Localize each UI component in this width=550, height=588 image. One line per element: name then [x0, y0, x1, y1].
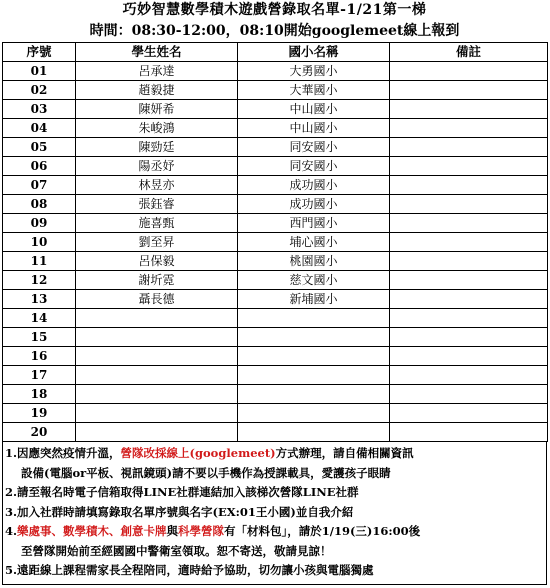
remarks-cell	[390, 233, 548, 252]
school-name	[238, 347, 390, 366]
school-name: 埔心國小	[238, 233, 390, 252]
table-row	[3, 347, 548, 366]
remarks-cell	[390, 62, 548, 81]
table-row	[3, 404, 548, 423]
remarks-cell	[390, 100, 548, 119]
row-number: 17	[3, 366, 76, 385]
row-number: 11	[3, 252, 76, 271]
header-number: 序號	[3, 43, 76, 62]
remarks-cell	[390, 138, 548, 157]
header-student-name: 學生姓名	[76, 43, 238, 62]
student-name: 謝圻霓	[76, 271, 238, 290]
school-name	[238, 309, 390, 328]
note-5: 5.遠距線上課程需家長全程陪同，適時給予協助，切勿讓小孩與電腦獨處	[5, 563, 374, 577]
school-name: 大勇國小	[238, 62, 390, 81]
table-row	[3, 119, 548, 138]
row-number: 16	[3, 347, 76, 366]
remarks-cell	[390, 347, 548, 366]
note-4	[5, 522, 546, 542]
table-row	[3, 271, 548, 290]
table-row	[3, 290, 548, 309]
row-number: 03	[3, 100, 76, 119]
remarks-cell	[390, 423, 548, 442]
row-number: 14	[3, 309, 76, 328]
school-name	[238, 366, 390, 385]
student-name	[76, 347, 238, 366]
school-name: 同安國小	[238, 138, 390, 157]
student-name: 劉至昇	[76, 233, 238, 252]
school-name: 桃園國小	[238, 252, 390, 271]
row-number: 19	[3, 404, 76, 423]
student-name: 朱峻鴻	[76, 119, 238, 138]
header-remarks: 備註	[390, 43, 548, 62]
student-name: 張鈺睿	[76, 195, 238, 214]
table-row	[3, 252, 548, 271]
school-name	[238, 423, 390, 442]
row-number: 07	[3, 176, 76, 195]
table-row	[3, 233, 548, 252]
student-name: 趙毅捷	[76, 81, 238, 100]
table-row	[3, 157, 548, 176]
student-name	[76, 309, 238, 328]
student-name	[76, 385, 238, 404]
remarks-cell	[390, 328, 548, 347]
page-title: 巧妙智慧數學積木遊戲營錄取名單-1/21第一梯	[122, 2, 427, 18]
note-1-highlight: 營隊改採線上(googlemeet)	[120, 446, 276, 460]
row-number: 02	[3, 81, 76, 100]
student-name: 聶長德	[76, 290, 238, 309]
note-3: 3.加入社群時請填寫錄取名單序號與名字(EX:01王小國)並自我介紹	[5, 504, 354, 519]
row-number: 09	[3, 214, 76, 233]
row-number: 12	[3, 271, 76, 290]
note-4-highlight-courses: 樂處事、數學積木、創意卡牌	[17, 524, 167, 538]
student-name	[76, 404, 238, 423]
school-name: 中山國小	[238, 119, 390, 138]
remarks-cell	[390, 404, 548, 423]
school-name: 成功國小	[238, 176, 390, 195]
student-name: 陳妍希	[76, 100, 238, 119]
table-row	[3, 423, 548, 442]
table-row	[3, 62, 548, 81]
student-name	[76, 366, 238, 385]
roster-table	[2, 42, 548, 442]
school-name: 大華國小	[238, 81, 390, 100]
table-row	[3, 100, 548, 119]
table-row	[3, 309, 548, 328]
school-name: 同安國小	[238, 157, 390, 176]
table-row	[3, 176, 548, 195]
row-number: 18	[3, 385, 76, 404]
note-1-text-a: 1.因應突然疫情升溫，	[5, 446, 121, 460]
student-name: 呂承達	[76, 62, 238, 81]
row-number: 05	[3, 138, 76, 157]
remarks-cell	[390, 290, 548, 309]
table-row	[3, 81, 548, 100]
note-4-prefix: 4.	[5, 524, 18, 538]
remarks-cell	[390, 176, 548, 195]
remarks-cell	[390, 81, 548, 100]
row-number: 20	[3, 423, 76, 442]
note-4-continuation: 至營隊開始前至經國國中警衛室領取。恕不寄送，敬請見諒！	[21, 543, 332, 558]
note-4-highlight-science: 科學營隊	[178, 524, 225, 538]
school-name: 慈文國小	[238, 271, 390, 290]
table-row	[3, 138, 548, 157]
remarks-cell	[390, 271, 548, 290]
student-name: 呂保毅	[76, 252, 238, 271]
table-row	[3, 214, 548, 233]
remarks-cell	[390, 252, 548, 271]
school-name	[238, 404, 390, 423]
note-4-text-b: 有「材料包」，請於1/19(三)16:00後	[224, 524, 421, 538]
note-1	[5, 444, 546, 464]
note-2: 2.請至報名時電子信箱取得LINE社群連結加入該梯次營隊LINE社群	[5, 485, 359, 499]
school-name	[238, 328, 390, 347]
roster-sheet	[2, 0, 547, 586]
student-name	[76, 423, 238, 442]
row-number: 08	[3, 195, 76, 214]
note-4-conjunction: 與	[166, 524, 179, 538]
remarks-cell	[390, 366, 548, 385]
student-name: 陳勁廷	[76, 138, 238, 157]
schedule-subtitle: 時間：08:30-12:00，08:10開始googlemeet線上報到	[89, 23, 460, 39]
remarks-cell	[390, 385, 548, 404]
header-school-name: 國小名稱	[238, 43, 390, 62]
school-name: 新埔國小	[238, 290, 390, 309]
table-row	[3, 195, 548, 214]
row-number: 13	[3, 290, 76, 309]
school-name	[238, 385, 390, 404]
student-name: 陽丞妤	[76, 157, 238, 176]
school-name: 中山國小	[238, 100, 390, 119]
student-name: 林昱亦	[76, 176, 238, 195]
table-row	[3, 366, 548, 385]
row-number: 01	[3, 62, 76, 81]
table-row	[3, 328, 548, 347]
remarks-cell	[390, 195, 548, 214]
note-1-continuation: 設備(電腦or平板、視訊鏡頭)請不要以手機作為授課載具，愛護孩子眼睛	[21, 465, 391, 480]
table-header-row	[3, 43, 548, 62]
student-name	[76, 328, 238, 347]
row-number: 15	[3, 328, 76, 347]
row-number: 04	[3, 119, 76, 138]
row-number: 10	[3, 233, 76, 252]
notes-section	[2, 442, 547, 585]
note-1-text-b: 方式辦理，請自備相關資訊	[275, 446, 414, 460]
row-number: 06	[3, 157, 76, 176]
remarks-cell	[390, 119, 548, 138]
remarks-cell	[390, 214, 548, 233]
school-name: 成功國小	[238, 195, 390, 214]
student-name: 施喜甄	[76, 214, 238, 233]
table-row	[3, 385, 548, 404]
school-name: 西門國小	[238, 214, 390, 233]
remarks-cell	[390, 309, 548, 328]
remarks-cell	[390, 157, 548, 176]
